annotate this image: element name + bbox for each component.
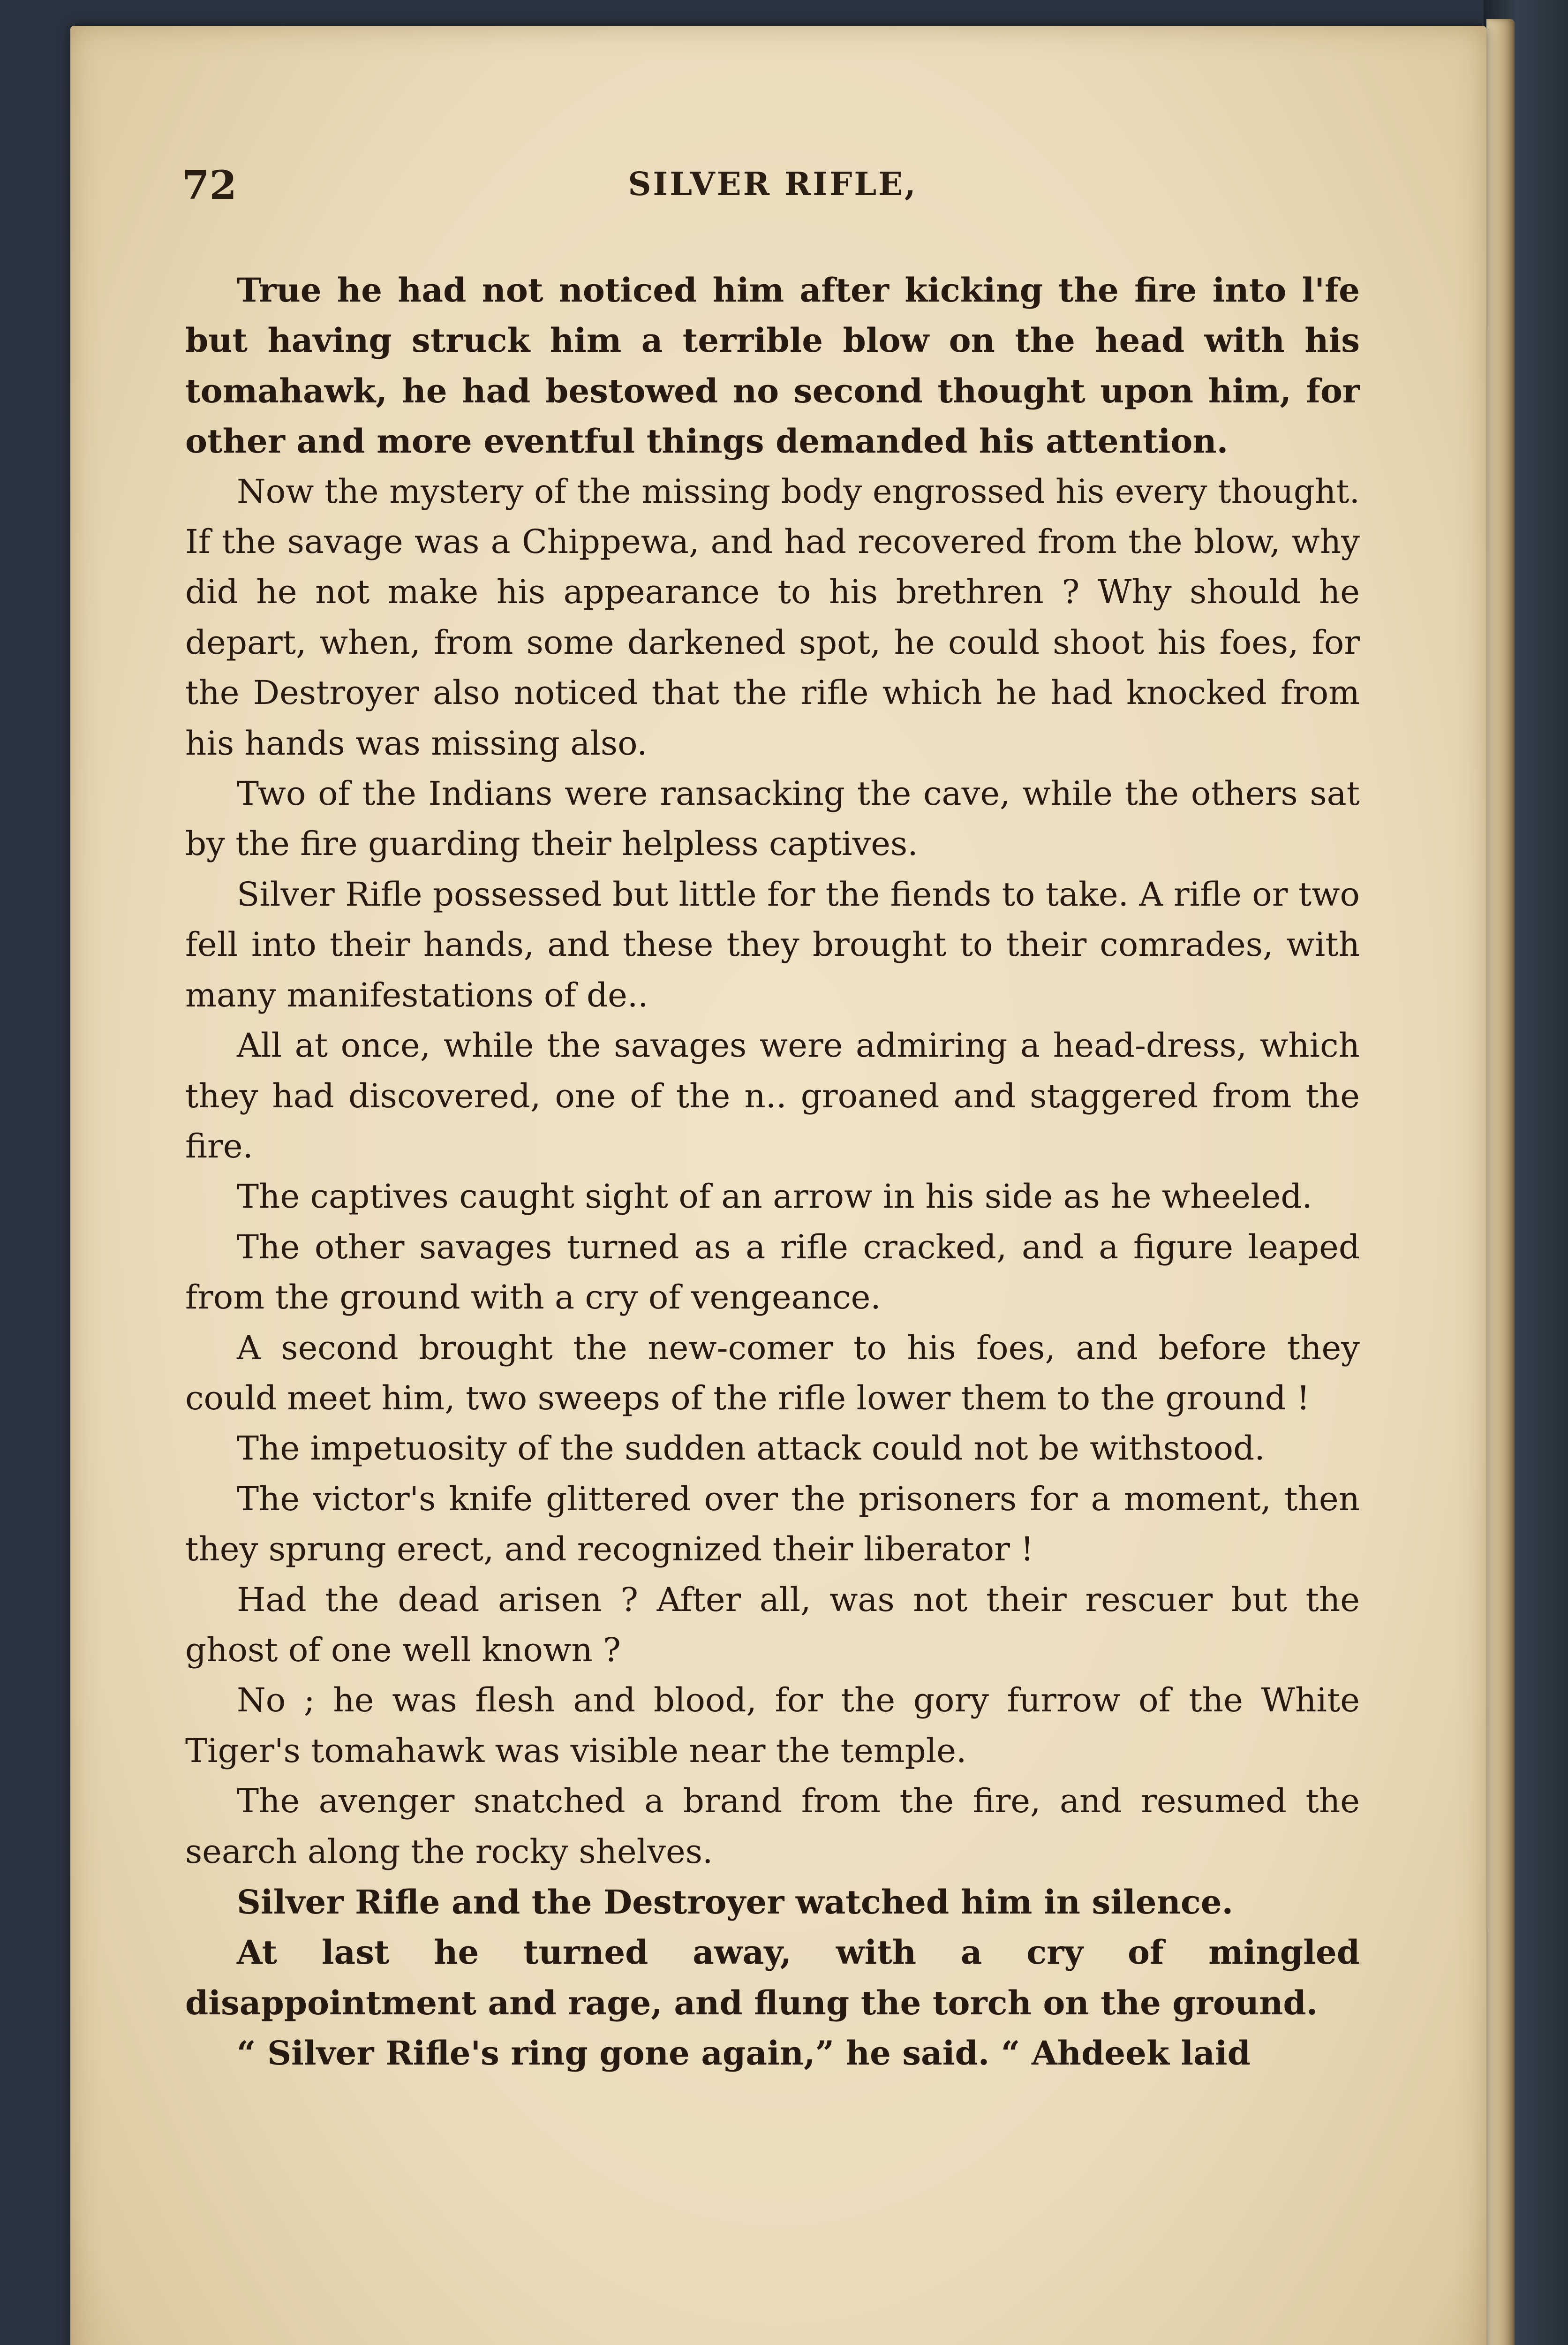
paragraph: Had the dead arisen ? After all, was not their rescuer but the ghost of one well known ? [185, 1580, 1360, 1669]
page-header [182, 162, 1364, 218]
paragraph: The captives caught sight of an arrow in his side as he wheeled. [237, 1177, 1312, 1216]
running-head: SILVER RIFLE, [628, 166, 918, 203]
paragraph: No ; he was flesh and blood, for the gory furrow of the White Tiger's tomahawk was visible near the temple. [185, 1681, 1360, 1770]
paragraph: Two of the Indians were ransacking the cave, while the others sat by the fire guarding their helpless captives. [185, 774, 1360, 863]
paragraph: All at once, while the savages were admiring a head-dress, which they had discovered, one of the n.. groaned and staggered from the fire. [185, 1026, 1360, 1165]
paragraph: The avenger snatched a brand from the fire, and resumed the search along the rocky shelves. [185, 1782, 1360, 1871]
paragraph: Now the mystery of the missing body engrossed his every thought. If the savage was a Chippewa, and had recovered from the blow, why did he not make his appearance to his brethren ? Why should he depart, when, from some darkened spot, he could shoot his foes, for the Destroyer also noticed that the rifle which he had knocked from his hands was missing also. [185, 472, 1360, 763]
paragraph: Silver Rifle and the Destroyer watched him in silence. [237, 1883, 1234, 1921]
page-edge [1486, 19, 1515, 2345]
page-number: 72 [182, 162, 237, 208]
paragraph: At last he turned away, with a cry of mingled disappointment and rage, and flung the torch on the ground. [185, 1933, 1360, 2022]
paragraph: A second brought the new-comer to his foes, and before they could meet him, two sweeps of the rifle lower them to the ground ! [185, 1328, 1360, 1417]
paragraph: Silver Rifle possessed but little for the fiends to take. A rifle or two fell into their hands, and these they brought to their comrades, with many manifestations of de.. [185, 875, 1360, 1014]
paragraph: True he had not noticed him after kicking the fire into l'fe but having struck him a terrible blow on the head with his tomahawk, he had bestowed no second thought upon him, for other and more eventful things demanded his attention. [185, 271, 1360, 461]
paragraph: The other savages turned as a rifle cracked, and a figure leaped from the ground with a cry of vengeance. [185, 1227, 1360, 1317]
paragraph: The impetuosity of the sudden attack could not be withstood. [237, 1429, 1265, 1468]
page-body [185, 265, 1360, 2282]
paragraph: The victor's knife glittered over the prisoners for a moment, then they sprung erect, and recognized their liberator ! [185, 1479, 1360, 1569]
paragraph: “ Silver Rifle's ring gone again,” he said. “ Ahdeek laid [237, 2034, 1251, 2073]
